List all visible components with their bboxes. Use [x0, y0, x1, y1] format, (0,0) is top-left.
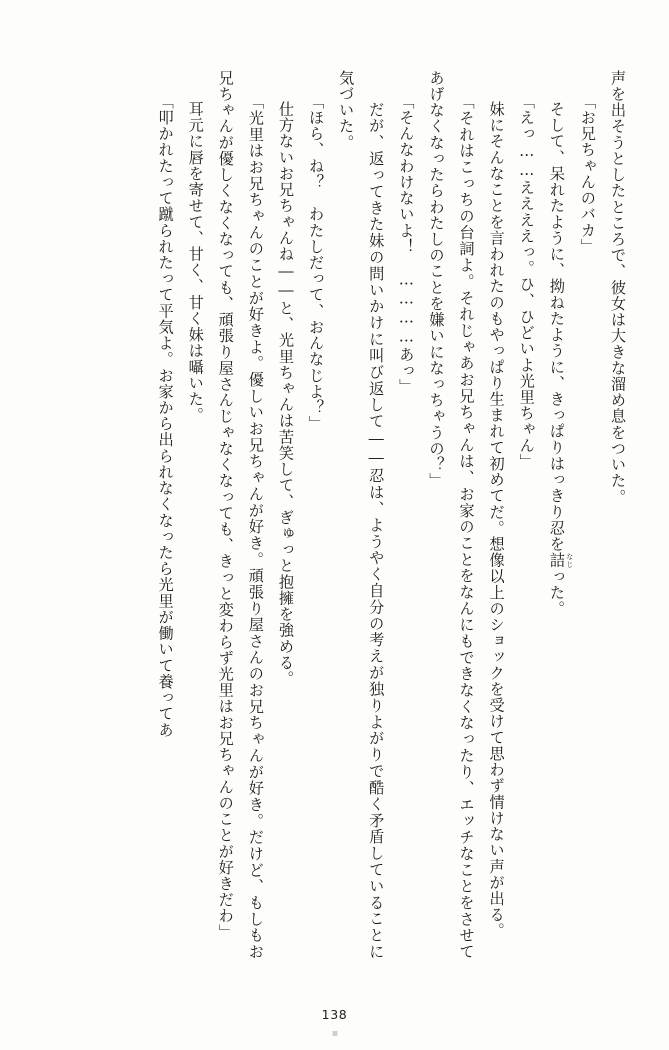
ruby-reading: なじ — [564, 552, 573, 569]
paragraph: 「叩かれたって蹴られたって平気よ。お家から出られなくなったら光里が働いて養ってあ — [156, 85, 175, 739]
paragraph-text-lead: そして、呆れたように、拗ねたように、きっぱりはっきり忍を — [547, 85, 566, 553]
paragraph: 「光里はお兄ちゃんのことが好きよ。優しいお兄ちゃんが好き。頑張り屋さんのお兄ちゃんが好き。だけど、もしもお兄ちゃんが優しくなくなっても、頑張り屋さんじゃなくなっても、きっと変わらず光里はお兄ちゃんのことが好きだわ」 — [216, 70, 265, 960]
page-footer-mark — [332, 1031, 337, 1036]
paragraph: 声を出そうとしたところで、彼女は大きな溜め息をついた。 — [609, 70, 627, 506]
paragraph: だが、返ってきた妹の問いかけに叫び返して――忍は、ようやく自分の考えが独りよがりで酷く矛盾していることに気づいた。 — [337, 70, 386, 960]
paragraph: 妹にそんなことを言われたのもやっぱり生まれて初めてだ。想像以上のショックを受けて思わず情けない声が出る。 — [487, 85, 506, 940]
paragraph: 「それはこっちの台詞よ。それじゃあお兄ちゃんは、お家のことをなんにもできなくなったり、エッチなことをさせてあげなくなったらわたしのことを嫌いになっちゃうの？」 — [427, 70, 476, 960]
paragraph: 「ほら、ね？ わたしだって、おんなじよ？」 — [307, 85, 326, 433]
paragraph: 耳元に唇を寄せて、甘く、甘く妹は囁いた。 — [186, 85, 205, 424]
paragraph-text-tail: った。 — [547, 568, 566, 617]
novel-body-text — [34, 70, 633, 960]
paragraph: 「お兄ちゃんのバカ」 — [578, 85, 597, 255]
page-number: 138 — [321, 1007, 348, 1022]
ruby-annotation: 詰 なじ — [547, 552, 573, 569]
paragraph: 仕方ないお兄ちゃんね――と、光里ちゃんは苦笑して、ぎゅっと抱擁を強める。 — [276, 85, 295, 687]
paragraph-with-ruby — [542, 70, 573, 960]
paragraph: 「えっ……ええええっ。ひ、ひどいよ光里ちゃん」 — [517, 85, 536, 470]
paragraph: 「そんなわけないよ！ …………あっ」 — [397, 85, 416, 395]
